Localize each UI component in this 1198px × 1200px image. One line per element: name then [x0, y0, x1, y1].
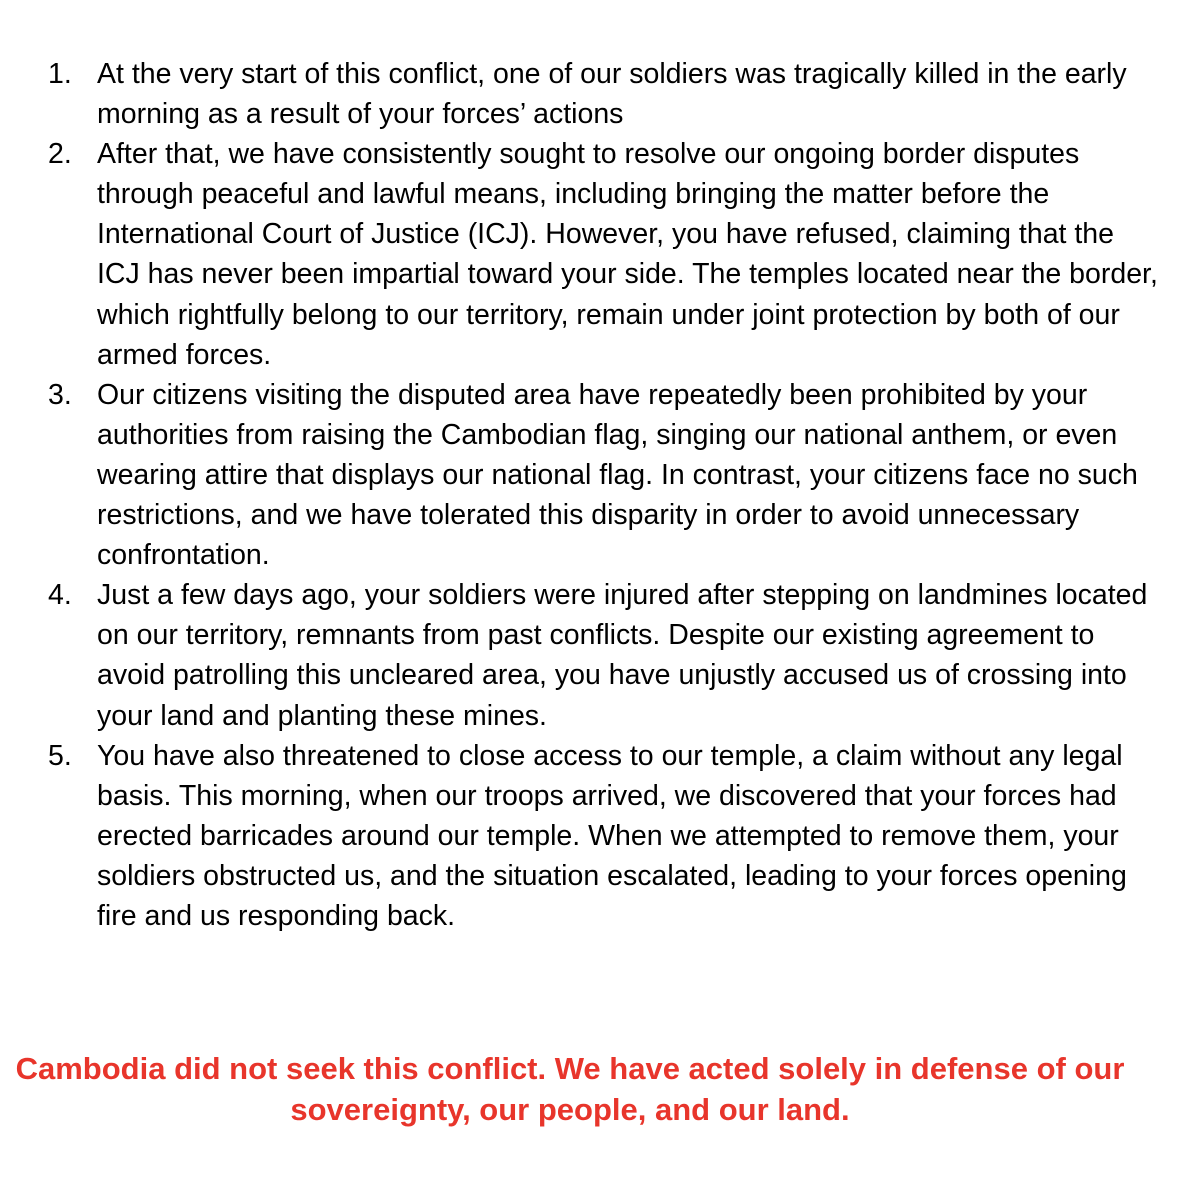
list-item-number: 5. — [48, 739, 72, 772]
list-item-number: 3. — [48, 378, 72, 411]
list-item-number: 4. — [48, 579, 72, 612]
list-item-text: At the very start of this conflict, one of our soldiers was tragically killed in the early morning as a result of your forces’ actions — [97, 58, 1127, 131]
list-item-text: Our citizens visiting the disputed area have repeatedly been prohibited by your authorities from raising the Cambodian flag, singing our national anthem, or even wearing attire that displays our national flag. In contrast, your citizens face no such restrictions, and we have tolerated this disparity in order to avoid unnecessary confrontation. — [97, 378, 1138, 572]
list-item-text: Just a few days ago, your soldiers were injured after stepping on landmines located on our territory, remnants from past conflicts. Despite our existing agreement to avoid patrolling this uncleared area, you have unjustly accused us of crossing into your land and planting these mines. — [97, 579, 1148, 732]
closing-statement: Cambodia did not seek this conflict. We have acted solely in defense of our sovereignty, our people, and our land. — [15, 1051, 1125, 1127]
list-item-number: 2. — [48, 138, 72, 171]
list-item-number: 1. — [48, 58, 72, 90]
numbered-points-list — [0, 54, 1198, 936]
list-item — [0, 575, 1198, 735]
list-item — [0, 736, 1198, 936]
list-item-text: After that, we have consistently sought to resolve our ongoing border disputes through peaceful and lawful means, including bringing the matter before the International Court of Justice (ICJ). However, you have refused, claiming that the ICJ has never been impartial toward your side. The temples located near the border, which rightfully belong to our territory, remain under joint protection by both of our armed forces. — [97, 138, 1158, 371]
list-item — [0, 134, 1198, 375]
list-item — [0, 54, 1198, 134]
list-item-text: You have also threatened to close access to our temple, a claim without any legal basis. This morning, when our troops arrived, we discovered that your forces had erected barricades around our temple. When we attempted to remove them, your soldiers obstructed us, and the situation escalated, leading to your forces opening fire and us responding back. — [97, 739, 1127, 932]
list-item — [0, 375, 1198, 575]
